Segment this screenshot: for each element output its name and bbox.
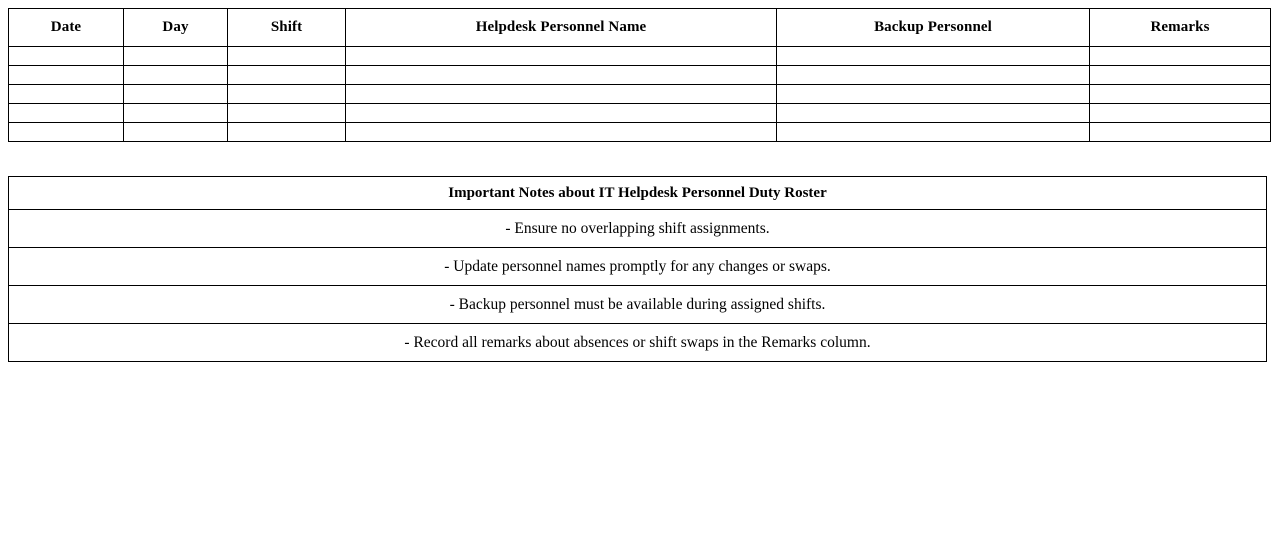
table-row[interactable] bbox=[9, 104, 1271, 123]
cell-shift[interactable] bbox=[228, 123, 346, 142]
column-header-backup-personnel: Backup Personnel bbox=[777, 9, 1090, 47]
cell-date[interactable] bbox=[9, 85, 124, 104]
cell-remarks[interactable] bbox=[1090, 66, 1271, 85]
cell-day[interactable] bbox=[124, 47, 228, 66]
important-notes-table bbox=[8, 176, 1267, 362]
table-row[interactable] bbox=[9, 66, 1271, 85]
cell-day[interactable] bbox=[124, 66, 228, 85]
note-row bbox=[9, 324, 1267, 362]
duty-roster-table-container bbox=[8, 8, 1270, 142]
column-header-remarks: Remarks bbox=[1090, 9, 1271, 47]
cell-date[interactable] bbox=[9, 47, 124, 66]
column-header-shift: Shift bbox=[228, 9, 346, 47]
cell-day[interactable] bbox=[124, 123, 228, 142]
cell-day[interactable] bbox=[124, 104, 228, 123]
column-header-date: Date bbox=[9, 9, 124, 47]
cell-date[interactable] bbox=[9, 66, 124, 85]
duty-roster-body bbox=[9, 47, 1271, 142]
column-header-day: Day bbox=[124, 9, 228, 47]
cell-remarks[interactable] bbox=[1090, 104, 1271, 123]
cell-remarks[interactable] bbox=[1090, 85, 1271, 104]
table-row[interactable] bbox=[9, 85, 1271, 104]
column-header-helpdesk-personnel-name: Helpdesk Personnel Name bbox=[346, 9, 777, 47]
cell-helpdesk-personnel-name[interactable] bbox=[346, 104, 777, 123]
note-row bbox=[9, 286, 1267, 324]
cell-backup-personnel[interactable] bbox=[777, 104, 1090, 123]
duty-roster-table bbox=[8, 8, 1271, 142]
cell-date[interactable] bbox=[9, 104, 124, 123]
notes-title: Important Notes about IT Helpdesk Personnel Duty Roster bbox=[9, 177, 1267, 210]
cell-date[interactable] bbox=[9, 123, 124, 142]
cell-day[interactable] bbox=[124, 85, 228, 104]
important-notes-body bbox=[9, 177, 1267, 362]
cell-helpdesk-personnel-name[interactable] bbox=[346, 66, 777, 85]
note-item: - Record all remarks about absences or shift swaps in the Remarks column. bbox=[9, 324, 1267, 362]
cell-shift[interactable] bbox=[228, 85, 346, 104]
cell-backup-personnel[interactable] bbox=[777, 66, 1090, 85]
cell-backup-personnel[interactable] bbox=[777, 47, 1090, 66]
cell-remarks[interactable] bbox=[1090, 47, 1271, 66]
cell-helpdesk-personnel-name[interactable] bbox=[346, 123, 777, 142]
table-row[interactable] bbox=[9, 47, 1271, 66]
table-header-row bbox=[9, 9, 1271, 47]
note-item: - Backup personnel must be available during assigned shifts. bbox=[9, 286, 1267, 324]
note-item: - Update personnel names promptly for any changes or swaps. bbox=[9, 248, 1267, 286]
cell-backup-personnel[interactable] bbox=[777, 123, 1090, 142]
cell-shift[interactable] bbox=[228, 47, 346, 66]
cell-shift[interactable] bbox=[228, 66, 346, 85]
cell-shift[interactable] bbox=[228, 104, 346, 123]
important-notes-table-container bbox=[8, 176, 1267, 362]
duty-roster-header bbox=[9, 9, 1271, 47]
note-item: - Ensure no overlapping shift assignments. bbox=[9, 210, 1267, 248]
note-row bbox=[9, 210, 1267, 248]
notes-title-row bbox=[9, 177, 1267, 210]
cell-helpdesk-personnel-name[interactable] bbox=[346, 47, 777, 66]
cell-helpdesk-personnel-name[interactable] bbox=[346, 85, 777, 104]
cell-backup-personnel[interactable] bbox=[777, 85, 1090, 104]
table-row[interactable] bbox=[9, 123, 1271, 142]
note-row bbox=[9, 248, 1267, 286]
cell-remarks[interactable] bbox=[1090, 123, 1271, 142]
